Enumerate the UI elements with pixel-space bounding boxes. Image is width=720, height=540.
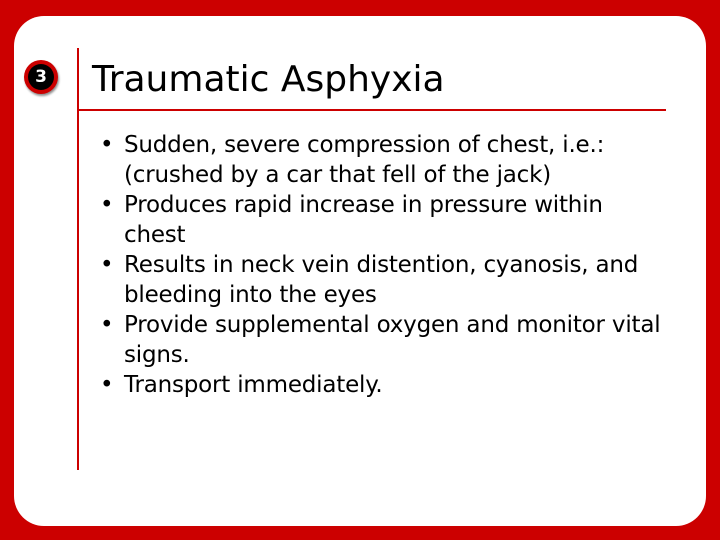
title-underline (77, 109, 666, 111)
bullet-text: Results in neck vein distention, cyanosis, and bleeding into the eyes (124, 252, 639, 308)
bullet-text: Provide supplemental oxygen and monitor vital signs. (124, 312, 661, 368)
slide-number: 3 (28, 64, 54, 90)
bullet-dot: • (100, 372, 114, 398)
bullet-text: Transport immediately. (124, 372, 383, 398)
slide-number-badge (24, 60, 58, 94)
bullet-item (100, 310, 670, 370)
bullet-dot: • (100, 312, 114, 338)
bullet-item (100, 250, 670, 310)
bullet-text: Sudden, severe compression of chest, i.e.: (crushed by a car that fell of the jack) (124, 132, 605, 188)
bullet-item (100, 130, 670, 190)
bullet-dot: • (100, 192, 114, 218)
bullet-dot: • (100, 252, 114, 278)
bullet-text: Produces rapid increase in pressure within chest (124, 192, 603, 248)
bullet-list (100, 130, 670, 400)
bullet-item (100, 190, 670, 250)
slide-title: Traumatic Asphyxia (92, 59, 445, 100)
bullet-dot: • (100, 132, 114, 158)
title-vertical-rule (77, 48, 79, 470)
bullet-item (100, 370, 670, 400)
